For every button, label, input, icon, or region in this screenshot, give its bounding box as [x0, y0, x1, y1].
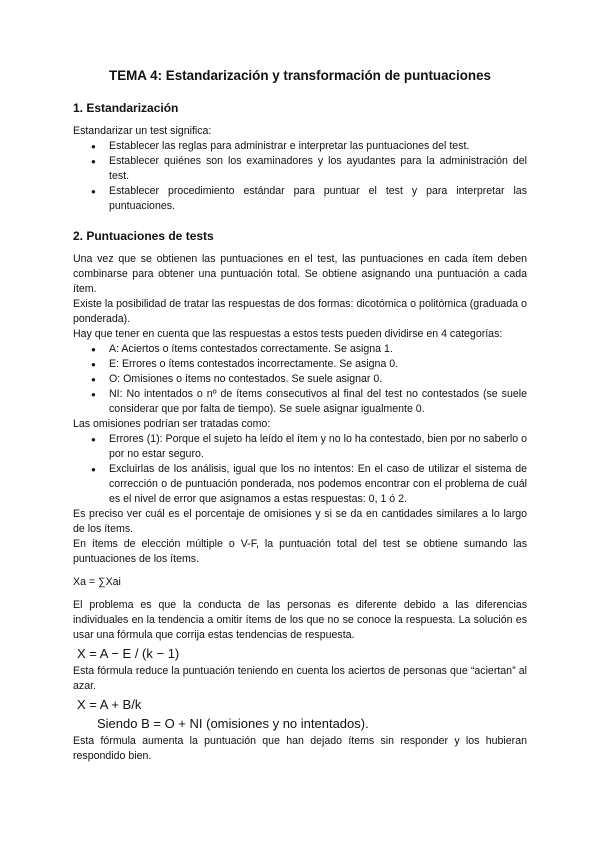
section-1-heading: 1. Estandarización [73, 101, 179, 115]
list-item: ● Excluirlas de los análisis, igual que los no intentos: En el caso de utilizar el sistema de corrección o de puntuación ponderada, nos podemos encontrar con el problema de cuál es el nivel de error que asignamos a estas respuestas: 0, 1 ó 2. [109, 462, 527, 507]
paragraph: Una vez que se obtienen las puntuaciones en el test, las puntuaciones en cada ítem deben combinarse para obtener una puntuación total. Se obtiene asignando una puntuación a cada ítem. [73, 253, 527, 295]
section-2-heading: 2. Puntuaciones de tests [73, 229, 214, 243]
paragraph: Esta fórmula reduce la puntuación teniendo en cuenta los aciertos de personas que “aciertan” al azar. [73, 665, 527, 692]
document-page [73, 68, 527, 764]
paragraph: Esta fórmula aumenta la puntuación que han dejado ítems sin responder y los hubieran respondido bien. [73, 735, 527, 762]
categories-list [73, 342, 527, 417]
page-title: TEMA 4: Estandarización y transformación de puntuaciones [109, 68, 491, 83]
section-1-intro: Estandarizar un test significa: [73, 125, 212, 137]
paragraph: El problema es que la conducta de las personas es diferente debido a las diferencias individuales en la tendencia a omitir ítems de los que no se conoce la respuesta. La solución es usar una fórmula que corrija estas tendencias de respuesta. [73, 599, 527, 641]
paragraph: En ítems de elección múltiple o V-F, la puntuación total del test se obtiene sumando las puntuaciones de los ítems. [73, 538, 527, 565]
list-item: ● Establecer procedimiento estándar para puntuar el test y para interpretar las puntuaciones. [109, 184, 527, 214]
paragraph: Las omisiones podrían ser tratadas como: [73, 418, 271, 430]
list-item: ● Errores (1): Porque el sujeto ha leído el ítem y no lo ha contestado, bien por no saberlo o por no estar seguro. [109, 432, 527, 462]
list-item: ● E: Errores o ítems contestados incorrectamente. Se asigna 0. [109, 357, 527, 372]
formula-correction: X = A − E / (k − 1) [77, 646, 180, 661]
paragraph: Hay que tener en cuenta que las respuestas a estos tests pueden dividirse en 4 categorías: [73, 328, 503, 340]
formula-sum: Xa = ∑Xai [73, 576, 121, 588]
paragraph: Es preciso ver cuál es el porcentaje de omisiones y si se da en cantidades similares a lo largo de los ítems. [73, 508, 527, 535]
list-item: ● Establecer las reglas para administrar e interpretar las puntuaciones del test. [109, 139, 527, 154]
list-item: ● NI: No intentados o nº de ítems consecutivos al final del test no contestados (se suele considerar que por falta de tiempo). Se suele asignar igualmente 0. [109, 387, 527, 417]
formula-definition: Siendo B = O + NI (omisiones y no intentados). [97, 716, 369, 731]
list-item: ● Establecer quiénes son los examinadores y los ayudantes para la administración del test. [109, 154, 527, 184]
formula-omissions: X = A + B/k [77, 697, 142, 712]
paragraph: Existe la posibilidad de tratar las respuestas de dos formas: dicotómica o politómica (graduada o ponderada). [73, 298, 527, 325]
list-item: ● O: Omisiones o ítems no contestados. Se suele asignar 0. [109, 372, 527, 387]
list-item: ● A: Aciertos o ítems contestados correctamente. Se asigna 1. [109, 342, 527, 357]
omissions-list [73, 432, 527, 507]
section-1-list [73, 139, 527, 214]
